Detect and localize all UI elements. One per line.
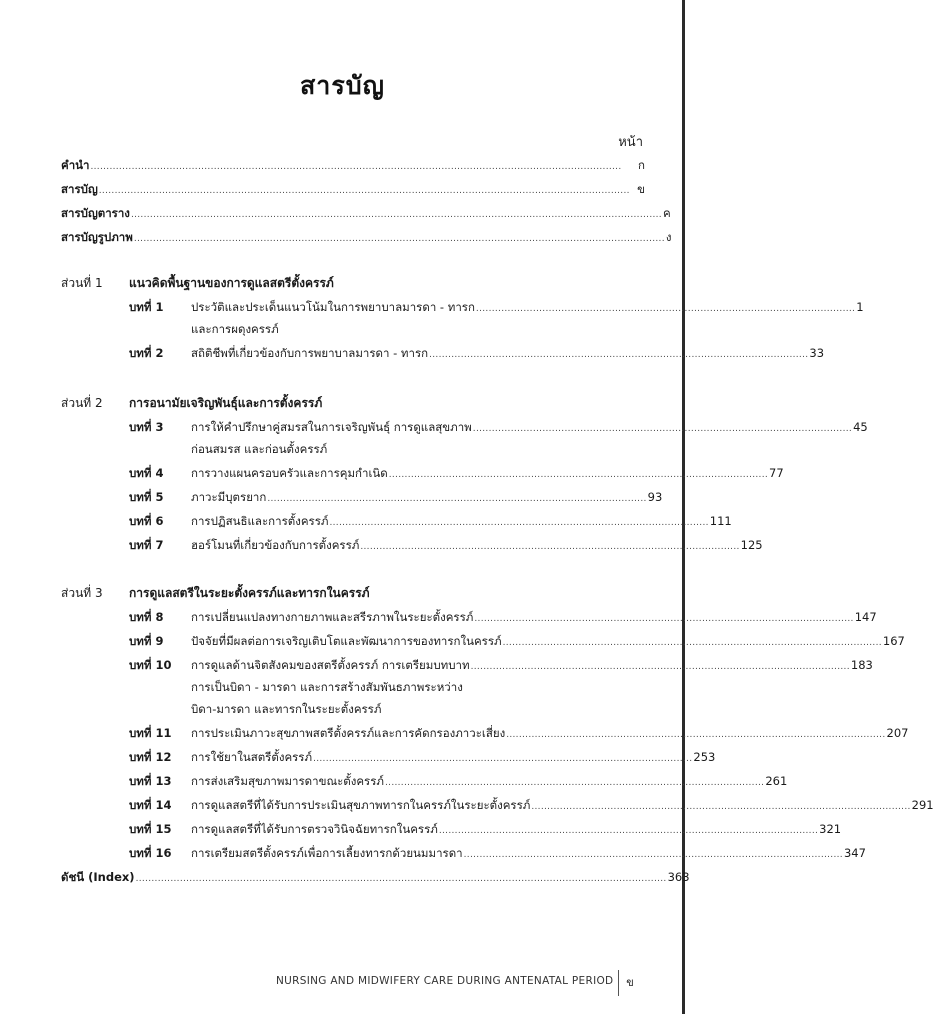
part-number: ส่วนที่ 1: [61, 276, 103, 290]
chapter-page: 183: [850, 658, 873, 672]
leader-dots: ........................................................................................................................................................................: [135, 874, 667, 884]
chapter-number: บทที่ 7: [129, 538, 164, 552]
chapter-page: 207: [886, 726, 909, 740]
leader-dots: ........................................................................................................................: [329, 518, 709, 528]
toc-chapter-entry[interactable]: [129, 770, 788, 792]
chapter-title: การปฏิสนธิและการตั้งครรภ์: [191, 514, 329, 528]
part-heading: [61, 582, 370, 604]
leader-dots: ........................................................................................................................: [267, 494, 647, 504]
leader-dots: ........................................................................................................................: [470, 662, 850, 672]
chapter-title: การดูแลสตรีที่ได้รับการประเมินสุขภาพทารกในครรภ์ในระยะตั้งครรภ์: [191, 798, 531, 812]
chapter-title-continued: ก่อนสมรส และก่อนตั้งครรภ์: [191, 442, 328, 456]
leader-dots: ........................................................................................................................: [475, 304, 856, 314]
toc-entry-list-of-figures[interactable]: [61, 226, 672, 248]
chapter-page: 125: [740, 538, 763, 552]
page-column-header: หน้า: [618, 135, 643, 150]
chapter-number: บทที่ 16: [129, 846, 172, 860]
chapter-number: บทที่ 4: [129, 466, 164, 480]
toc-chapter-entry[interactable]: [129, 416, 868, 460]
toc-chapter-entry[interactable]: [129, 842, 866, 864]
chapter-page: 93: [647, 490, 663, 504]
chapter-page: 111: [709, 514, 732, 528]
chapter-title: การใช้ยาในสตรีตั้งครรภ์: [191, 750, 313, 764]
chapter-title: ฮอร์โมนที่เกี่ยวข้องกับการตั้งครรภ์: [191, 538, 360, 552]
leader-dots: ........................................................................................................................: [531, 802, 911, 812]
toc-entry-list-of-tables[interactable]: [61, 202, 671, 224]
leader-dots: ........................................................................................................................: [472, 424, 853, 434]
chapter-page: 347: [843, 846, 866, 860]
chapter-number: บทที่ 12: [129, 750, 172, 764]
leader-dots: ........................................................................................................................: [360, 542, 740, 552]
chapter-title: ประวัติและประเด็นแนวโน้มในการพยาบาลมารดา - ทารก: [191, 300, 475, 314]
chapter-number: บทที่ 1: [129, 300, 164, 314]
part-title: การอนามัยเจริญพันธุ์และการตั้งครรภ์: [129, 396, 323, 410]
chapter-number: บทที่ 5: [129, 490, 164, 504]
toc-entry-label: ดัชนี (Index): [61, 870, 135, 884]
leader-dots: ........................................................................................................................: [313, 754, 693, 764]
leader-dots: ........................................................................................................................................................................: [133, 234, 665, 244]
chapter-page: 261: [765, 774, 788, 788]
toc-chapter-entry[interactable]: [129, 486, 663, 508]
chapter-title: การเปลี่ยนแปลงทางกายภาพและสรีรภาพในระยะตั้งครรภ์: [191, 610, 474, 624]
chapter-page: 33: [809, 346, 825, 360]
toc-entry-page: ค: [662, 206, 671, 220]
toc-chapter-entry[interactable]: [129, 342, 825, 364]
chapter-title: การประเมินภาวะสุขภาพสตรีตั้งครรภ์และการคัดกรองภาวะเสี่ยง: [191, 726, 506, 740]
toc-chapter-entry[interactable]: [129, 534, 763, 556]
page-title: สารบัญ: [300, 71, 385, 100]
leader-dots: ........................................................................................................................................................................: [130, 210, 662, 220]
toc-entry-index[interactable]: [61, 866, 690, 888]
toc-chapter-entry[interactable]: [129, 722, 909, 744]
footer-page-number: ข: [618, 970, 641, 996]
running-footer-title: NURSING AND MIDWIFERY CARE DURING ANTENATAL PERIOD: [276, 975, 614, 987]
chapter-page: 147: [854, 610, 877, 624]
toc-chapter-entry[interactable]: [129, 510, 732, 532]
part-number: ส่วนที่ 2: [61, 396, 103, 410]
chapter-number: บทที่ 6: [129, 514, 164, 528]
part-heading: [61, 392, 322, 414]
chapter-page: 291: [911, 798, 934, 812]
toc-entry-page: ข: [637, 182, 645, 196]
toc-entry-label: สารบัญตาราง: [61, 206, 130, 220]
chapter-number: บทที่ 3: [129, 420, 164, 434]
chapter-title: การวางแผนครอบครัวและการคุมกำเนิด: [191, 466, 388, 480]
part-title: การดูแลสตรีในระยะตั้งครรภ์และทารกในครรภ์: [129, 586, 370, 600]
toc-entry-contents[interactable]: [61, 178, 645, 200]
part-number: ส่วนที่ 3: [61, 586, 103, 600]
toc-entry-label: สารบัญรูปภาพ: [61, 230, 133, 244]
chapter-title: การดูแลสตรีที่ได้รับการตรวจวินิจฉัยทารกในครรภ์: [191, 822, 438, 836]
chapter-title: ปัจจัยที่มีผลต่อการเจริญเติบโตและพัฒนาการของทารกในครรภ์: [191, 634, 502, 648]
chapter-number: บทที่ 15: [129, 822, 172, 836]
leader-dots: ........................................................................................................................: [463, 850, 843, 860]
chapter-number: บทที่ 10: [129, 658, 172, 672]
chapter-title: การส่งเสริมสุขภาพมารดาขณะตั้งครรภ์: [191, 774, 384, 788]
part-heading: [61, 272, 334, 294]
chapter-page: 45: [853, 420, 868, 434]
toc-chapter-entry[interactable]: [129, 794, 934, 816]
toc-chapter-entry[interactable]: [129, 606, 877, 628]
chapter-page: 1: [856, 300, 864, 314]
toc-chapter-entry[interactable]: [129, 630, 905, 652]
chapter-page: 167: [882, 634, 905, 648]
chapter-number: บทที่ 13: [129, 774, 172, 788]
toc-entry-page: ง: [665, 230, 672, 244]
chapter-number: บทที่ 11: [129, 726, 172, 740]
chapter-number: บทที่ 8: [129, 610, 164, 624]
leader-dots: ........................................................................................................................................................................: [90, 162, 622, 172]
chapter-page: 77: [769, 466, 784, 480]
leader-dots: ........................................................................................................................: [385, 778, 765, 788]
toc-chapter-entry[interactable]: [129, 462, 784, 484]
chapter-title: การให้คำปรึกษาคู่สมรสในการเจริญพันธุ์ การดูแลสุขภาพ: [191, 420, 472, 434]
chapter-title: ภาวะมีบุตรยาก: [191, 490, 267, 504]
leader-dots: ........................................................................................................................: [502, 638, 882, 648]
chapter-number: บทที่ 9: [129, 634, 164, 648]
toc-entry-page: ก: [638, 158, 645, 172]
leader-dots: ........................................................................................................................................................................: [98, 186, 630, 196]
leader-dots: ........................................................................................................................: [474, 614, 854, 624]
toc-entry-label: คำนำ: [61, 158, 90, 172]
chapter-page: 253: [693, 750, 716, 764]
chapter-number: บทที่ 2: [129, 346, 164, 360]
chapter-title-continued: และการผดุงครรภ์: [191, 322, 279, 336]
chapter-title-continued: การเป็นบิดา - มารดา และการสร้างสัมพันธภาพระหว่าง: [191, 680, 463, 694]
toc-chapter-entry[interactable]: [129, 654, 873, 720]
toc-entry-page: 363: [667, 870, 690, 884]
chapter-title: สถิติชีพที่เกี่ยวข้องกับการพยาบาลมารดา - ทารก: [191, 346, 429, 360]
leader-dots: ........................................................................................................................: [388, 470, 769, 480]
toc-entry-label: สารบัญ: [61, 182, 98, 196]
chapter-number: บทที่ 14: [129, 798, 172, 812]
part-title: แนวคิดพื้นฐานของการดูแลสตรีตั้งครรภ์: [129, 276, 334, 290]
leader-dots: ........................................................................................................................: [429, 350, 809, 360]
toc-entry-preface[interactable]: [61, 154, 645, 176]
leader-dots: ........................................................................................................................: [438, 826, 819, 836]
chapter-title-continued: บิดา-มารดา และทารกในระยะตั้งครรภ์: [191, 702, 382, 716]
toc-chapter-entry[interactable]: [129, 746, 716, 768]
chapter-title: การดูแลด้านจิตสังคมของสตรีตั้งครรภ์ การเตรียมบทบาท: [191, 658, 470, 672]
chapter-page: 321: [819, 822, 842, 836]
toc-chapter-entry[interactable]: [129, 818, 842, 840]
leader-dots: ........................................................................................................................: [506, 730, 886, 740]
toc-chapter-entry[interactable]: [129, 296, 864, 340]
chapter-title: การเตรียมสตรีตั้งครรภ์เพื่อการเลี้ยงทารกด้วยนมมารดา: [191, 846, 463, 860]
